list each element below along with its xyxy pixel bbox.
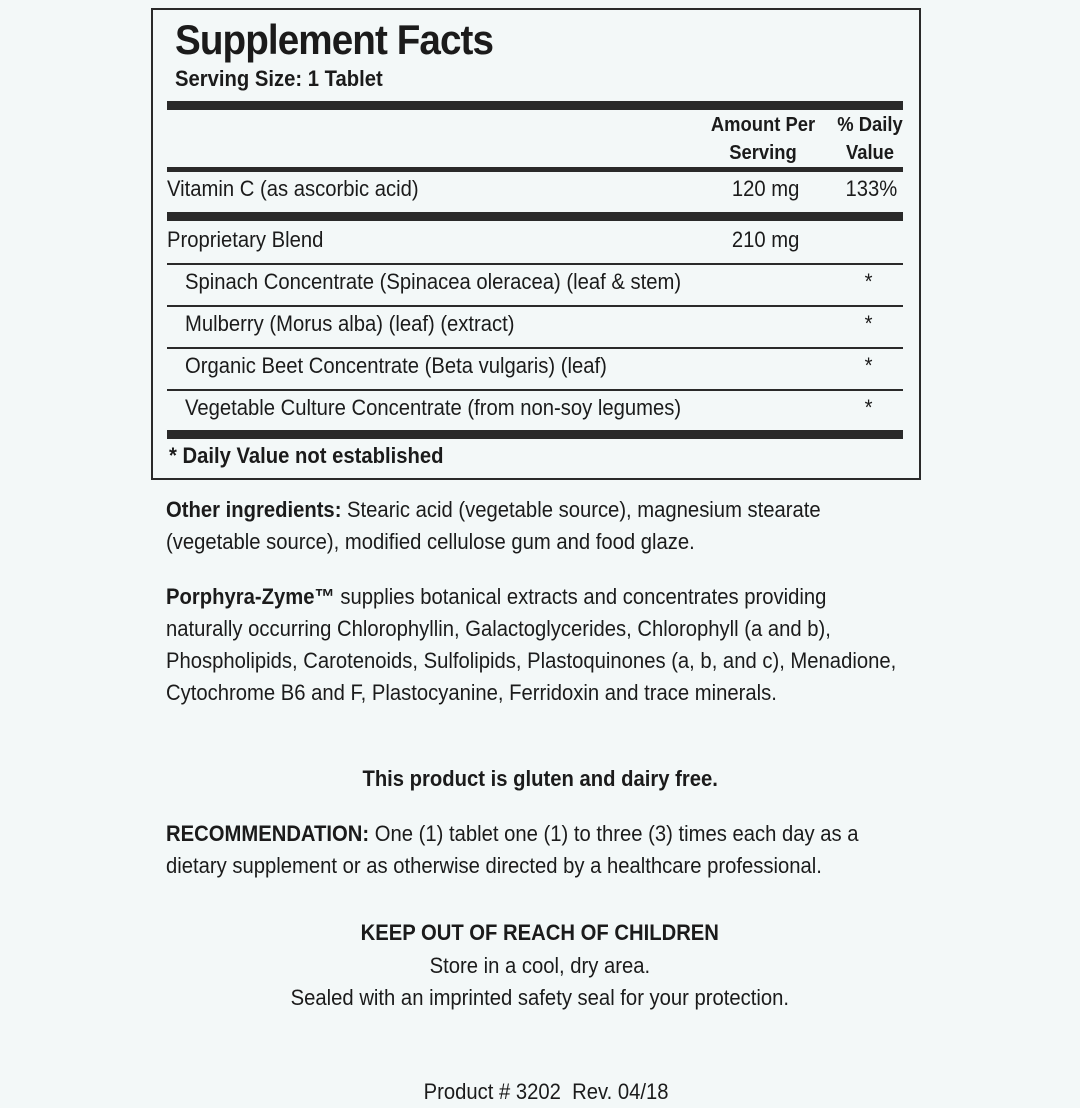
thick-divider — [167, 430, 903, 439]
vegetable-culture-name: Vegetable Culture Concentrate (from non-soy legumes) — [185, 395, 682, 420]
children-warning: KEEP OUT OF REACH OF CHILDREN — [360, 920, 720, 945]
safety-seal-note: Sealed with an imprinted safety seal for your protection. — [290, 985, 790, 1010]
supplement-facts-panel — [151, 8, 921, 480]
row-divider — [167, 347, 903, 349]
row-divider — [167, 263, 903, 265]
proprietary-blend-amount: 210 mg — [731, 227, 799, 252]
spinach-name: Spinach Concentrate (Spinacea oleracea) (leaf & stem) — [185, 269, 682, 294]
porphyra-zyme-text: supplies botanical extracts and concentrates providing naturally occurring Chlorophyllin, Galactoglycerides, Chlorophyll (a and b), Phospholipids, Carotenoids, Sulfolipids, Plastoquinones (a, b, and c), Menadione, Cytochrome B6 and F, Plastocyanine, Ferridoxin and trace minerals. — [166, 584, 897, 705]
header-divider — [167, 167, 903, 172]
other-ingredients-text: Stearic acid (vegetable source), magnesium stearate (vegetable source), modified cellulose gum and food glaze. — [166, 497, 821, 554]
beet-name: Organic Beet Concentrate (Beta vulgaris) (leaf) — [185, 353, 607, 378]
storage-instructions: Store in a cool, dry area. — [429, 953, 651, 978]
spinach-dv: * — [865, 269, 873, 294]
mulberry-dv: * — [865, 311, 873, 336]
porphyra-zyme-label: Porphyra-Zyme™ — [166, 584, 335, 609]
daily-value-footnote: * Daily Value not established — [169, 443, 444, 468]
thick-divider — [167, 212, 903, 221]
facts-title: Supplement Facts — [175, 16, 494, 63]
other-ingredients-label: Other ingredients: — [166, 497, 342, 522]
beet-dv: * — [865, 353, 873, 378]
proprietary-blend-name: Proprietary Blend — [167, 227, 324, 252]
amount-per-serving-header: Amount Per Serving — [710, 114, 816, 164]
vitamin-c-name: Vitamin C (as ascorbic acid) — [167, 176, 419, 201]
vitamin-c-dv: 133% — [845, 176, 897, 201]
vegetable-culture-dv: * — [865, 395, 873, 420]
recommendation-label: RECOMMENDATION: — [166, 821, 370, 846]
recommendation — [166, 818, 916, 882]
row-divider — [167, 305, 903, 307]
serving-size: Serving Size: 1 Tablet — [175, 66, 383, 91]
vitamin-c-amount: 120 mg — [731, 176, 799, 201]
product-code: Product # 3202 Rev. 04/18 — [423, 1079, 669, 1104]
recommendation-text: One (1) tablet one (1) to three (3) times each day as a dietary supplement or as otherwise directed by a healthcare professional. — [166, 821, 859, 878]
thick-divider — [167, 101, 903, 110]
row-divider — [167, 389, 903, 391]
other-ingredients — [166, 494, 893, 558]
daily-value-header: % Daily Value — [837, 114, 903, 164]
gluten-dairy-free: This product is gluten and dairy free. — [362, 766, 718, 791]
mulberry-name: Mulberry (Morus alba) (leaf) (extract) — [185, 311, 515, 336]
porphyra-zyme-description — [166, 581, 902, 709]
